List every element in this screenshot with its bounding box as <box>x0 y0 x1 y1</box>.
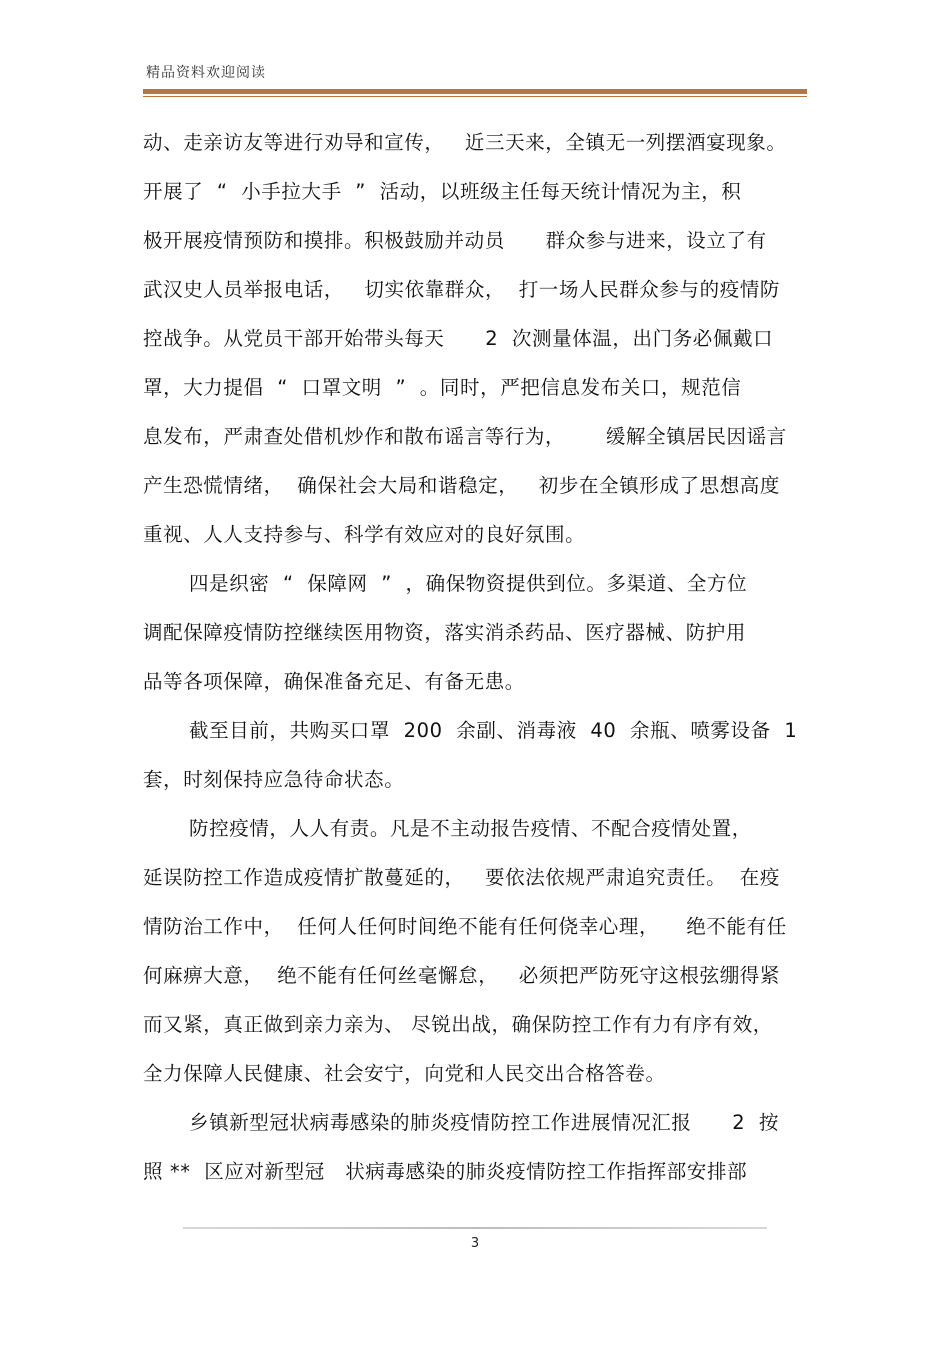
text-line: 而又紧，真正做到亲力亲为、 尽锐出战，确保防控工作有力有序有效， <box>143 1013 773 1036</box>
text-line: 武汉史人员举报电话， 切实依靠群众， 打一场人民群众参与的疫情防 <box>143 278 780 301</box>
footer-rule <box>183 1227 767 1229</box>
text-line: 息发布，严肃查处借机炒作和散布谣言等行为， 缓解全镇居民因谣言 <box>143 425 787 448</box>
text-line: 开展了 “ 小手拉大手 ” 活动，以班级主任每天统计情况为主，积 <box>143 180 742 203</box>
text-line: 延误防控工作造成疫情扩散蔓延的， 要依法依规严肃追究责任。 在疫 <box>143 866 780 889</box>
text-line: 照 ** 区应对新型冠 状病毒感染的肺炎疫情防控工作指挥部安排部 <box>143 1160 748 1183</box>
text-line: 重视、人人支持参与、科学有效应对的良好氛围。 <box>143 523 586 546</box>
text-line: 动、走亲访友等进行劝导和宣传， 近三天来，全镇无一列摆酒宴现象。 <box>143 131 787 154</box>
header-rule-thin <box>143 96 807 97</box>
page-number: 3 <box>470 1236 480 1251</box>
text-line: 情防治工作中， 任何人任何时间绝不能有任何侥幸心理， 绝不能有任 <box>143 915 787 938</box>
text-line: 四是织密 “ 保障网 ” ，确保物资提供到位。多渠道、全方位 <box>189 572 748 595</box>
page-header: 精品资料欢迎阅读 <box>146 65 266 81</box>
document-body <box>143 118 811 1196</box>
text-line: 罩，大力提倡 “ 口罩文明 ” 。同时，严把信息发布关口，规范信 <box>143 376 742 399</box>
text-line: 防控疫情，人人有责。凡是不主动报告疫情、不配合疫情处置， <box>189 817 752 840</box>
text-line: 套，时刻保持应急待命状态。 <box>143 768 405 791</box>
text-line: 调配保障疫情防控继续医用物资，落实消杀药品、医疗器械、防护用 <box>143 621 747 644</box>
text-line: 全力保障人民健康、社会安宁，向党和人民交出合格答卷。 <box>143 1062 666 1085</box>
text-line: 乡镇新型冠状病毒感染的肺炎疫情防控工作进展情况汇报 2 按 <box>189 1111 779 1134</box>
text-line: 品等各项保障，确保准备充足、有备无患。 <box>143 670 525 693</box>
header-rule <box>143 89 807 94</box>
text-line: 产生恐慌情绪， 确保社会大局和谐稳定， 初步在全镇形成了思想高度 <box>143 474 780 497</box>
text-line: 控战争。从党员干部开始带头每天 2 次测量体温，出门务必佩戴口 <box>143 327 774 350</box>
text-line: 极开展疫情预防和摸排。积极鼓励并动员 群众参与进来，设立了有 <box>143 229 767 252</box>
text-line: 截至目前，共购买口罩 200 余副、消毒液 40 余瓶、喷雾设备 1 <box>189 719 798 742</box>
text-line: 何麻痹大意， 绝不能有任何丝毫懈怠， 必须把严防死守这根弦绷得紧 <box>143 964 780 987</box>
